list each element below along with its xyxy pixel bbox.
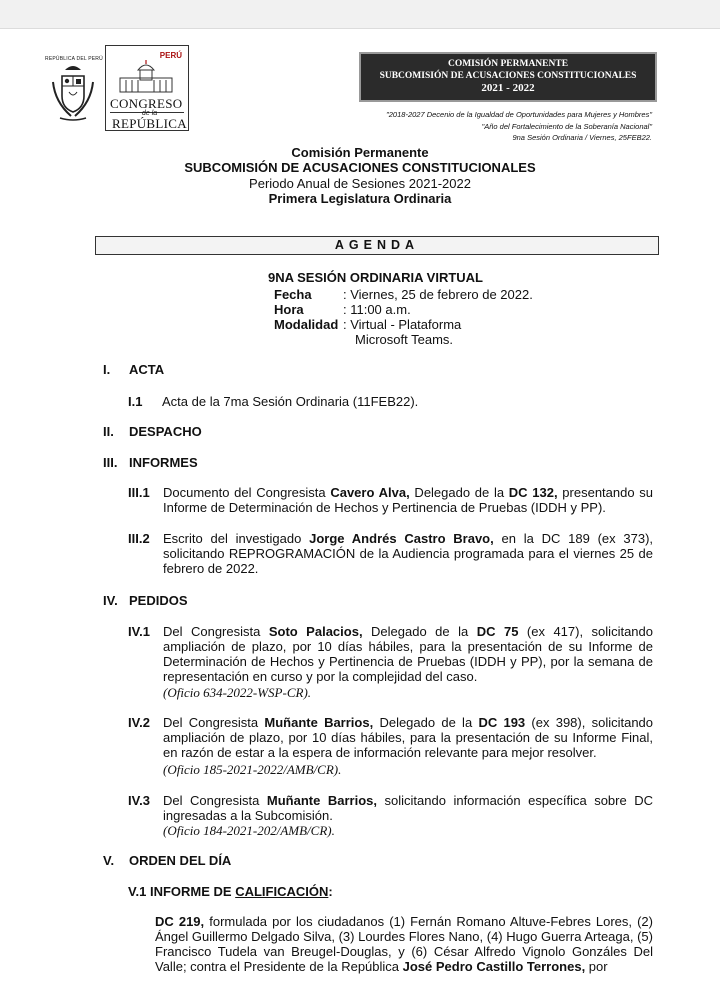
- text-run: Delegado de la: [409, 485, 509, 500]
- item-iii1-text: [163, 485, 653, 515]
- motto-3: 9na Sesión Ordinaria / Viernes, 25FEB22.: [512, 133, 652, 142]
- text-run: Delegado de la: [362, 624, 477, 639]
- item-iv1-text: [163, 624, 653, 684]
- item-number: IV.1: [128, 624, 150, 639]
- section-pedidos: [103, 593, 188, 608]
- text-run: en la DC 189 (ex 373), solicitando REPROGRAMACIÓN de la Audiencia programada para el viernes 25 de febrero de 2022.: [163, 531, 654, 576]
- dc-reference: DC 132,: [508, 485, 558, 500]
- meta-fecha: [274, 287, 533, 302]
- banner-line-3: 2021 - 2022: [481, 82, 535, 94]
- section-orden-del-dia: [103, 853, 231, 868]
- section-number: V.: [103, 853, 115, 868]
- fecha-value: : Viernes, 25 de febrero de 2022.: [343, 287, 533, 302]
- item-iv3-ref: (Oficio 184-2021-202/AMB/CR).: [163, 823, 335, 838]
- president-name: José Pedro Castillo Terrones,: [402, 959, 586, 974]
- banner-line-2: SUBCOMISIÓN DE ACUSACIONES CONSTITUCIONALES: [379, 71, 637, 81]
- modalidad-value: : Virtual - Plataforma: [343, 317, 462, 332]
- item-number: III.1: [128, 485, 150, 500]
- text-run: Del Congresista: [163, 624, 269, 639]
- item-number: I.1: [128, 394, 143, 409]
- item-number: IV.3: [128, 793, 150, 808]
- meta-hora: [274, 302, 411, 317]
- commission-banner: [359, 52, 657, 102]
- congress-building-icon: [116, 60, 176, 94]
- logo-word-republica: REPÚBLICA: [112, 116, 187, 131]
- item-v1: [128, 884, 333, 899]
- section-title: DESPACHO: [129, 424, 202, 439]
- congressman-name: Soto Palacios,: [268, 624, 363, 639]
- logo-word-de-la: de la: [142, 110, 158, 117]
- text-run: formulada por los ciudadanos (1) Fernán Romano Altuve-Febres Lores, (2) Ángel Guillermo Delgado Silva, (3) Lourdes Flores Nano, (4) Hugo Guerra Arteaga, (5) Francisco Tudela van Breugel-Douglas, y (6) César Alfredo Vignolo Gonzáles Del Valle; contra el Presidente de la República: [155, 914, 653, 974]
- section-title: INFORMES: [129, 455, 198, 470]
- text-run: por: [585, 959, 608, 974]
- dc-reference: DC 75: [476, 624, 519, 639]
- text-run: Documento del Congresista: [163, 485, 331, 500]
- motto-2: "Año del Fortalecimiento de la Soberanía Nacional": [481, 121, 652, 131]
- text-run: Del Congresista: [163, 715, 265, 730]
- text-run: Delegado de la: [373, 715, 479, 730]
- hora-label: Hora: [274, 302, 304, 317]
- text-run: solicitando información específica sobre DC ingresadas a la Subcomisión.: [163, 793, 654, 823]
- title-period: Periodo Anual de Sesiones 2021-2022: [249, 176, 471, 191]
- section-informes: [103, 455, 198, 470]
- congressman-name: Muñante Barrios,: [266, 793, 377, 808]
- header-mottos: [386, 109, 652, 144]
- agenda-heading: AGENDA: [95, 236, 659, 255]
- item-iii2-text: [163, 531, 653, 576]
- viewer-top-bar: [0, 0, 720, 29]
- hora-value: : 11:00 a.m.: [343, 302, 411, 317]
- dc219-paragraph: [155, 914, 653, 974]
- investigated-name: Jorge Andrés Castro Bravo,: [309, 531, 494, 546]
- title-commission: Comisión Permanente: [291, 145, 429, 160]
- item-iv1-ref: (Oficio 634-2022-WSP-CR).: [163, 685, 312, 700]
- section-acta: [103, 362, 164, 377]
- item-number: V.1: [128, 884, 147, 899]
- logo-word-congreso: CONGRESO: [110, 96, 183, 111]
- section-title: ACTA: [129, 362, 165, 377]
- item-iv3-text: [163, 793, 653, 823]
- v1-colon: :: [328, 884, 333, 899]
- item-iv2-text: [163, 715, 653, 760]
- logo-peru-text: PERÚ: [159, 51, 182, 60]
- section-number: II.: [103, 424, 114, 439]
- section-despacho: [103, 424, 202, 439]
- item-number: IV.2: [128, 715, 150, 730]
- item-text: Acta de la 7ma Sesión Ordinaria (11FEB22).: [162, 394, 419, 409]
- congressman-name: Muñante Barrios,: [264, 715, 374, 730]
- section-title: ORDEN DEL DÍA: [129, 853, 232, 868]
- text-run: Del Congresista: [163, 793, 267, 808]
- dc-reference: DC 193: [478, 715, 526, 730]
- title-legislature: Primera Legislatura Ordinaria: [268, 191, 452, 206]
- text-run: (ex 417), solicitando ampliación de plazo, por 10 días hábiles, para la presentación de su Informe de Determinación de Hechos y Pertinencia de Pruebas (IDDH y PP), por la semana de representación en curso y por la complejidad del caso.: [163, 624, 653, 684]
- coat-of-arms-caption: REPÚBLICA DEL PERÚ: [45, 56, 103, 62]
- modalidad-value-cont: Microsoft Teams.: [355, 332, 454, 347]
- item-number: III.2: [128, 531, 150, 546]
- section-number: I.: [103, 362, 111, 377]
- congressman-name: Cavero Alva,: [330, 485, 410, 500]
- text-run: (ex 398), solicitando ampliación de plazo, por 10 días hábiles, para la presentación de su Informe Final, en razón de estar a la espera de información relevante para mejor resolver.: [163, 715, 654, 760]
- section-number: III.: [103, 455, 118, 470]
- banner-line-1: COMISIÓN PERMANENTE: [447, 59, 569, 69]
- fecha-label: Fecha: [274, 287, 312, 302]
- section-number: IV.: [103, 593, 118, 608]
- modalidad-label: Modalidad: [274, 317, 339, 332]
- section-title: PEDIDOS: [129, 593, 188, 608]
- v1-label: INFORME DE: [149, 884, 236, 899]
- item-iv2-ref: (Oficio 185-2021-2022/AMB/CR).: [163, 762, 342, 777]
- v1-label-underlined: CALIFICACIÓN: [235, 884, 329, 899]
- meta-modalidad: [274, 317, 461, 332]
- congreso-logo: [105, 45, 189, 131]
- motto-1: "2018-2027 Decenio de la Igualdad de Oportunidades para Mujeres y Hombres": [386, 110, 652, 119]
- text-run: Escrito del investigado: [163, 531, 310, 546]
- dc-reference: DC 219,: [155, 914, 205, 929]
- title-subcommission: SUBCOMISIÓN DE ACUSACIONES CONSTITUCIONALES: [184, 160, 536, 175]
- text-run: presentando su Informe de Determinación de Hechos y Pertinencia de Pruebas (IDDH y PP).: [163, 485, 654, 515]
- coat-of-arms-icon: [50, 62, 96, 122]
- session-title: 9NA SESIÓN ORDINARIA VIRTUAL: [268, 270, 483, 285]
